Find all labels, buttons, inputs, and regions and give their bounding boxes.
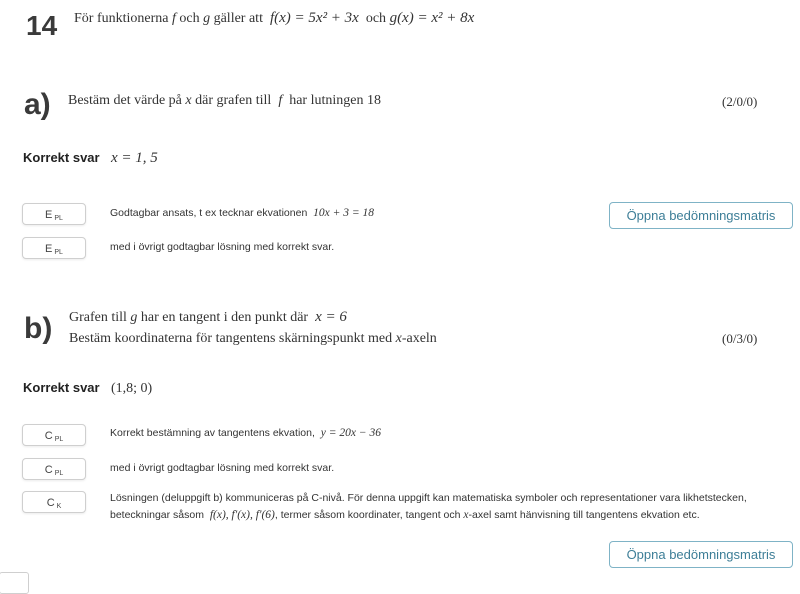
och-text: och bbox=[365, 11, 387, 26]
criterion-b3-line1: Lösningen (deluppgift b) kommuniceras på C-nivå. För denna uppgift kan matematiska symboler och representationer vara likhetstecken, bbox=[110, 492, 747, 504]
part-a-korrekt-value: x = 1, 5 bbox=[111, 150, 158, 166]
part-a-text-1: Bestäm det värde på bbox=[68, 93, 182, 108]
criterion-b3-text-3: -axel samt hänvisning till tangentens ekvation etc. bbox=[468, 509, 700, 521]
part-b-line2-var: x bbox=[395, 331, 402, 346]
criterion-a1-math: 10x + 3 = 18 bbox=[313, 207, 375, 219]
criterion-b1-desc: Korrekt bestämning av tangentens ekvation, bbox=[110, 427, 315, 439]
and-text: och bbox=[179, 11, 200, 26]
part-b-line1-text-1: Grafen till bbox=[69, 310, 127, 325]
part-a-text-2: där grafen till bbox=[195, 93, 272, 108]
criterion-b2-text: med i övrigt godtagbar lösning med korrekt svar. bbox=[110, 462, 335, 474]
criterion-a1-level: E bbox=[45, 209, 53, 221]
part-a-var: x bbox=[185, 93, 192, 108]
criterion-b3-text-1: beteckningar såsom bbox=[110, 509, 204, 521]
part-b-label: b) bbox=[24, 312, 53, 345]
part-a-question bbox=[68, 93, 381, 109]
g-symbol: g bbox=[203, 11, 211, 26]
criterion-b3-var: x bbox=[463, 509, 469, 521]
part-b-line1-text-2: har en tangent i den punkt där bbox=[140, 310, 309, 325]
open-matrix-button-a[interactable]: Öppna bedömningsmatris bbox=[609, 202, 793, 229]
criterion-a1-text bbox=[110, 207, 374, 219]
part-b-korrekt-value: (1,8; 0) bbox=[111, 381, 153, 396]
part-b-points: (0/3/0) bbox=[722, 331, 758, 346]
part-b-korrekt-label: Korrekt svar bbox=[23, 380, 100, 395]
f-symbol: f bbox=[171, 11, 176, 26]
part-a-points: (2/0/0) bbox=[722, 94, 758, 109]
criterion-b3-math: f(x), f′(x), f′(6) bbox=[209, 509, 275, 521]
criterion-b1-math: y = 20x − 36 bbox=[320, 427, 381, 439]
criterion-b3-level: C bbox=[46, 497, 55, 509]
question-statement bbox=[74, 10, 474, 27]
part-b-line1 bbox=[69, 309, 347, 326]
criterion-b2-sub: PL bbox=[54, 470, 64, 477]
criterion-a1-sub: PL bbox=[54, 215, 63, 222]
part-a-func: f bbox=[278, 93, 283, 108]
holds-text: gäller att bbox=[213, 11, 263, 26]
criterion-b1-sub: PL bbox=[54, 436, 64, 443]
criterion-b1-text bbox=[110, 427, 381, 439]
bottom-left-control[interactable] bbox=[0, 572, 29, 594]
intro-text: För funktionerna bbox=[74, 11, 169, 26]
criterion-b3-button[interactable] bbox=[22, 491, 86, 513]
criterion-a2-level: E bbox=[45, 243, 53, 255]
criterion-a2-text: med i övrigt godtagbar lösning med korrekt svar. bbox=[110, 241, 335, 253]
part-a-text-3: har lutningen 18 bbox=[289, 93, 381, 108]
criterion-b1-level: C bbox=[44, 430, 53, 442]
criterion-a2-button[interactable] bbox=[22, 237, 86, 259]
question-number: 14 bbox=[26, 10, 58, 41]
part-b-func: g bbox=[130, 310, 138, 325]
part-b-x-value: x = 6 bbox=[315, 309, 347, 325]
criterion-b3-text-2: , termer såsom koordinater, tangent och bbox=[274, 509, 461, 521]
part-a-korrekt-label: Korrekt svar bbox=[23, 150, 100, 165]
criterion-b3-line2 bbox=[110, 509, 700, 521]
open-matrix-button-b[interactable]: Öppna bedömningsmatris bbox=[609, 541, 793, 568]
part-b-line2-text-2: -axeln bbox=[401, 331, 437, 346]
criterion-b1-button[interactable] bbox=[22, 424, 86, 446]
criterion-b3-sub: K bbox=[56, 503, 62, 510]
criterion-a1-button[interactable] bbox=[22, 203, 86, 225]
criterion-a2-sub: PL bbox=[54, 249, 63, 256]
part-b-line2 bbox=[69, 331, 437, 347]
criterion-b2-level: C bbox=[44, 464, 53, 476]
part-b-line2-text-1: Bestäm koordinaterna för tangentens skärningspunkt med bbox=[69, 331, 393, 346]
g-definition: g(x) = x² + 8x bbox=[389, 10, 475, 26]
f-definition: f(x) = 5x² + 3x bbox=[269, 10, 359, 26]
criterion-a1-desc: Godtagbar ansats, t ex tecknar ekvationen bbox=[110, 207, 308, 219]
criterion-b2-button[interactable] bbox=[22, 458, 86, 480]
part-a-label: a) bbox=[24, 88, 51, 121]
